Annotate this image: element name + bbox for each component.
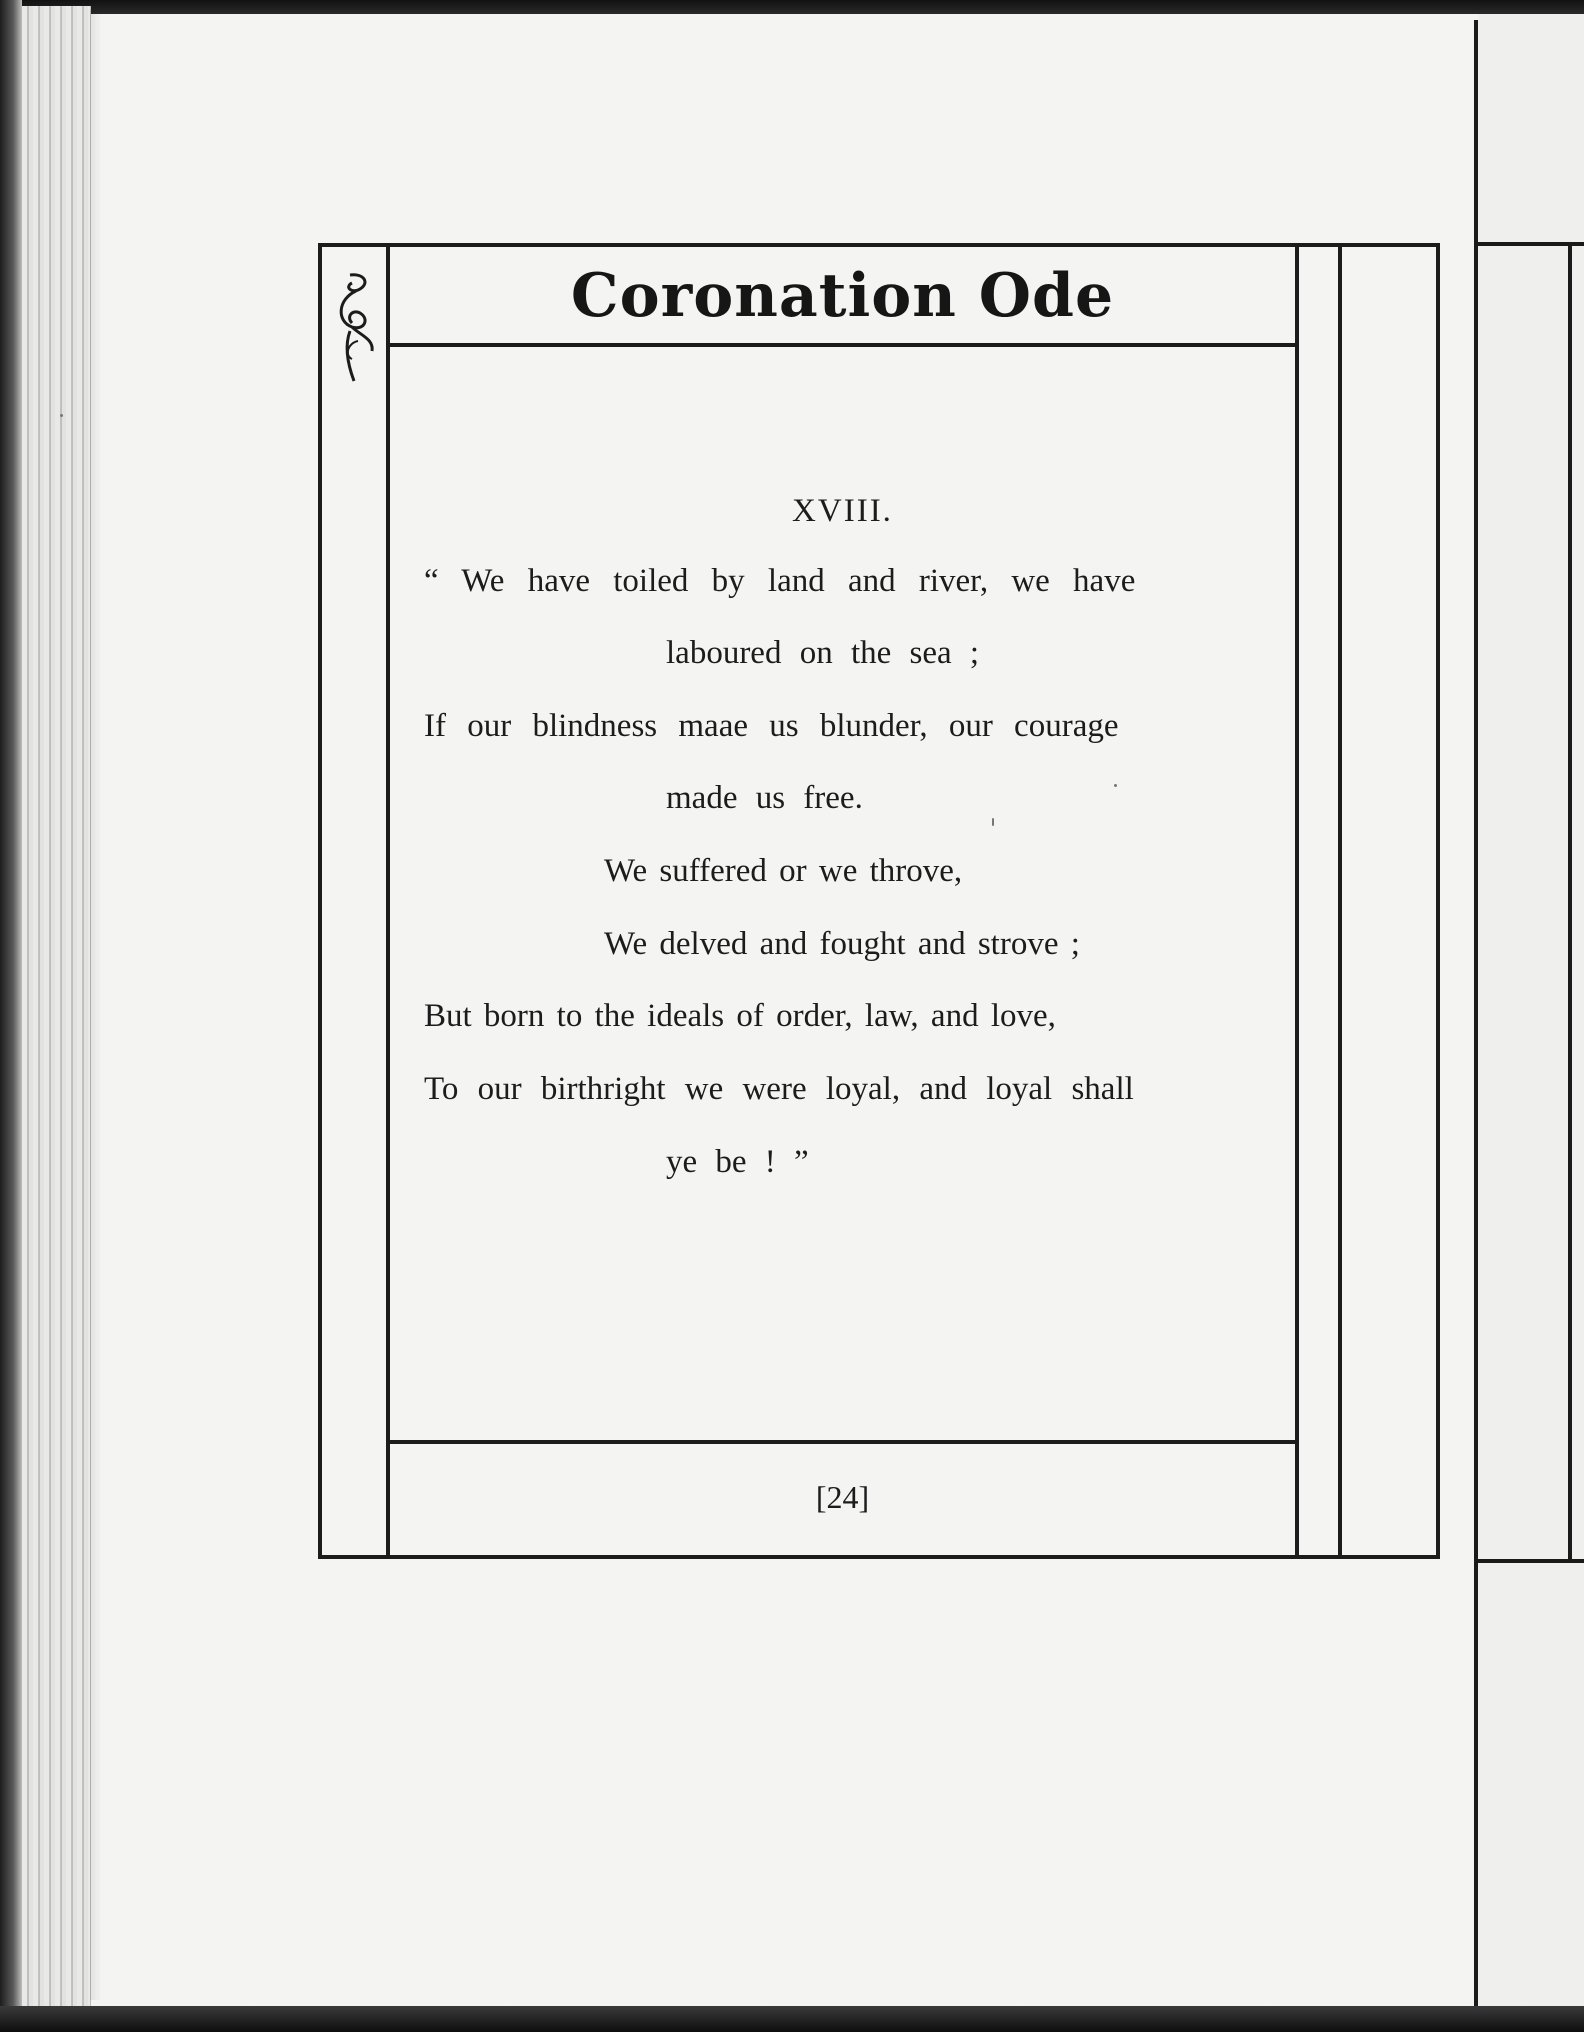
page-stack-edges: [22, 6, 91, 2006]
poem-line: laboured on the sea ;: [666, 635, 980, 671]
poem-line: We delved and fought and strove ;: [604, 926, 1080, 962]
frame-inner-rule: [1338, 247, 1342, 1555]
scan-speck: [60, 414, 63, 417]
poem-line: To our birthright we were loyal, and loyal shall: [424, 1071, 1134, 1107]
text-panel: [386, 247, 1299, 1555]
header-rule: [390, 343, 1295, 347]
page-number: [24]: [815, 1479, 870, 1515]
scan-edge-top: [0, 0, 1584, 14]
floral-flourish-icon: [330, 269, 376, 389]
footer-rule: [390, 1440, 1295, 1444]
scan-edge-left: [0, 0, 22, 2032]
poem-line: We suffered or we throve,: [604, 853, 963, 889]
poem-line: [424, 563, 1257, 600]
facing-page-rule: [1568, 242, 1572, 1563]
scan-speck: [1114, 784, 1117, 787]
poem-line: If our blindness maae us blunder, our courage: [424, 708, 1119, 744]
scan-speck: [992, 818, 994, 826]
facing-page: [1478, 14, 1584, 2006]
stanza-number: XVIII.: [792, 493, 893, 529]
running-title: Coronation Ode: [570, 261, 1115, 331]
poem-line-text: “ We have toiled by land and river, we have: [424, 563, 1136, 599]
page-frame: [318, 243, 1440, 1559]
page-shadow: [90, 10, 102, 2000]
poem-line: ye be ! ”: [666, 1144, 809, 1180]
poem-line: made us free.: [666, 780, 863, 816]
gutter-line: [1474, 20, 1478, 2010]
poem-line: But born to the ideals of order, law, and love,: [424, 998, 1056, 1034]
scan-edge-bottom: [0, 2006, 1584, 2032]
